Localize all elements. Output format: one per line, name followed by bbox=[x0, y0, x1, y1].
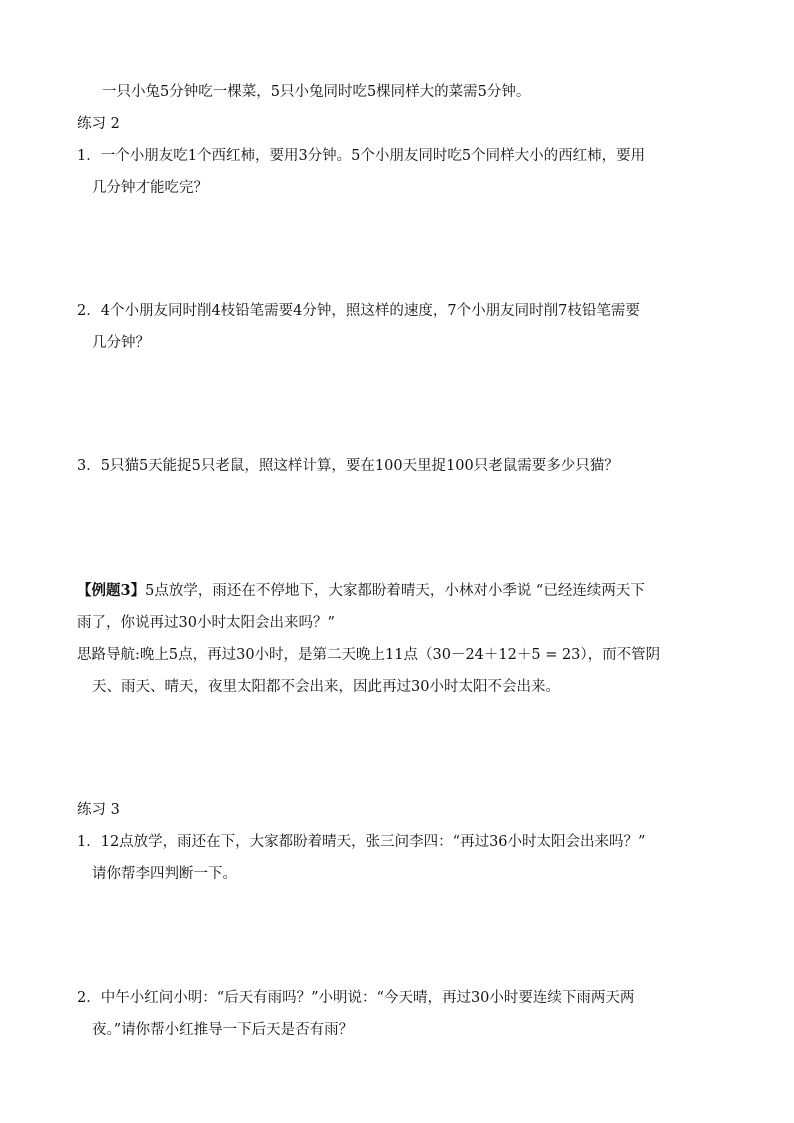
example3-text: 5点放学，雨还在不停地下，大家都盼着晴天，小林对小季说 “已经连续两天下 bbox=[145, 583, 645, 599]
practice2-q3-line1: 3．5只猫5天能捉5只老鼠，照这样计算，要在100天里捉100只老鼠需要多少只猫？ bbox=[77, 458, 619, 474]
example3-analysis-line2: 天、雨天、晴天，夜里太阳都不会出来，因此再过30小时太阳不会出来。 bbox=[92, 679, 560, 695]
practice3-q2-line2: 夜。”请你帮小红推导一下后天是否有雨？ bbox=[92, 1022, 354, 1038]
example3-tag: 【例题3】 bbox=[77, 582, 146, 599]
example3-line2: 雨了，你说再过30小时太阳会出来吗？” bbox=[77, 615, 335, 631]
practice2-q2-line2: 几分钟？ bbox=[92, 335, 150, 351]
practice2-title: 练习 2 bbox=[77, 116, 120, 132]
example3-analysis-line1: 思路导航:晚上5点，再过30小时，是第二天晚上11点（30－24＋12＋5 = 23），而不管阴 bbox=[77, 647, 661, 663]
intro-text: 一只小兔5分钟吃一棵菜，5只小兔同时吃5棵同样大的菜需5分钟。 bbox=[102, 84, 531, 100]
practice2-q1-line2: 几分钟才能吃完？ bbox=[92, 180, 208, 196]
practice3-q1-line2: 请你帮李四判断一下。 bbox=[92, 866, 237, 882]
practice2-q1-line1: 1．一个小朋友吃1个西红柿，要用3分钟。5个小朋友同时吃5个同样大小的西红柿，要用 bbox=[77, 148, 646, 164]
example3-line1 bbox=[77, 581, 645, 601]
practice3-q2-line1: 2．中午小红问小明：“后天有雨吗？”小明说：“今天晴，再过30小时要连续下雨两天两 bbox=[77, 990, 635, 1006]
practice3-q1-line1: 1．12点放学，雨还在下，大家都盼着晴天，张三问李四：“再过36小时太阳会出来吗？” bbox=[77, 834, 646, 850]
practice3-title: 练习 3 bbox=[77, 802, 120, 818]
practice2-q2-line1: 2．4个小朋友同时削4枝铅笔需要4分钟，照这样的速度，7个小朋友同时削7枝铅笔需要 bbox=[77, 303, 640, 319]
